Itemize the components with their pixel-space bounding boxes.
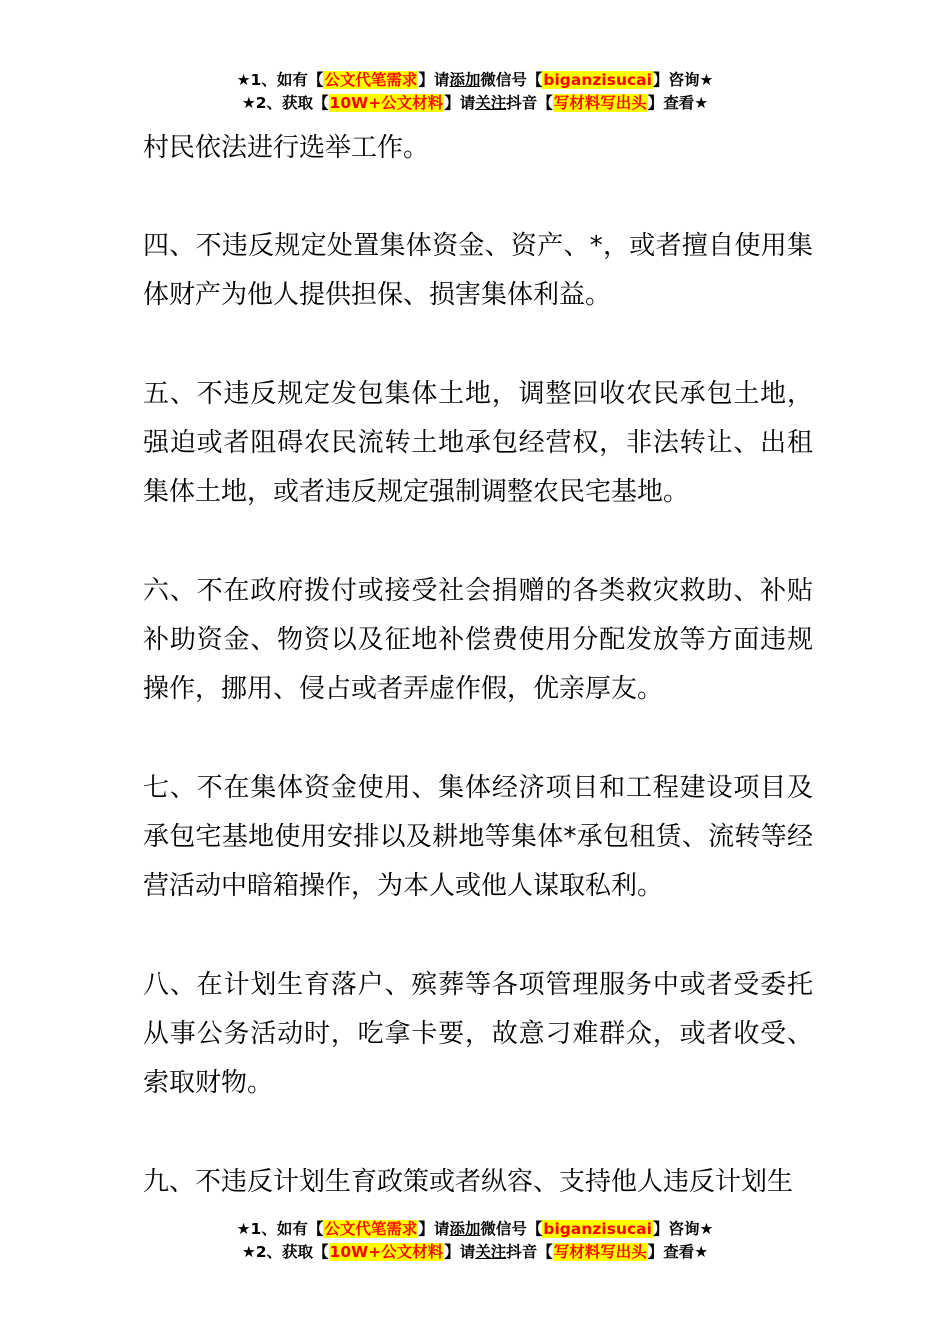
paragraph: 村民依法进行选举工作。 bbox=[143, 133, 430, 163]
paragraph: 五、不违反规定发包集体土地，调整回收农民承包土地，强迫或者阻碍农民流转土地承包经营权，非法转让、出租集体土地，或者违反规定强制调整农民宅基地。 bbox=[143, 379, 813, 507]
paragraph: 九、不违反计划生育政策或者纵容、支持他人违反计划生 bbox=[143, 1167, 794, 1197]
highlight-wechat-id: biganzisucai bbox=[543, 71, 652, 89]
highlight-materials: 10W+公文材料 bbox=[329, 94, 444, 112]
banner-line-2: ★2、获取【10W+公文材料】请关注抖音【写材料写出头】查看★ bbox=[241, 1243, 709, 1261]
highlight-materials: 10W+公文材料 bbox=[329, 1243, 444, 1261]
highlight-douyin-account: 写材料写出头 bbox=[553, 94, 647, 112]
footer-banner bbox=[0, 1218, 950, 1264]
banner-line-1: ★1、如有【公文代笔需求】请添加微信号【biganzisucai】咨询★ bbox=[236, 1220, 714, 1238]
paragraph: 六、不在政府拨付或接受社会捐赠的各类救灾救助、补贴补助资金、物资以及征地补偿费使用分配发放等方面违规操作，挪用、侵占或者弄虚作假，优亲厚友。 bbox=[143, 576, 813, 704]
paragraph: 七、不在集体资金使用、集体经济项目和工程建设项目及承包宅基地使用安排以及耕地等集体*承包租赁、流转等经营活动中暗箱操作，为本人或他人谋取私利。 bbox=[143, 773, 813, 901]
highlight-douyin-account: 写材料写出头 bbox=[553, 1243, 647, 1261]
paragraph: 八、在计划生育落户、殡葬等各项管理服务中或者受委托从事公务活动时，吃拿卡要，故意刁难群众，或者收受、索取财物。 bbox=[143, 970, 813, 1098]
header-banner bbox=[0, 69, 950, 115]
paragraph: 四、不违反规定处置集体资金、资产、*，或者擅自使用集体财产为他人提供担保、损害集体利益。 bbox=[143, 231, 813, 310]
banner-line-2: ★2、获取【10W+公文材料】请关注抖音【写材料写出头】查看★ bbox=[241, 94, 709, 112]
document-body bbox=[143, 124, 813, 1257]
highlight-service: 公文代笔需求 bbox=[324, 1220, 418, 1238]
banner-line-1: ★1、如有【公文代笔需求】请添加微信号【biganzisucai】咨询★ bbox=[236, 71, 714, 89]
highlight-wechat-id: biganzisucai bbox=[543, 1220, 652, 1238]
highlight-service: 公文代笔需求 bbox=[324, 71, 418, 89]
